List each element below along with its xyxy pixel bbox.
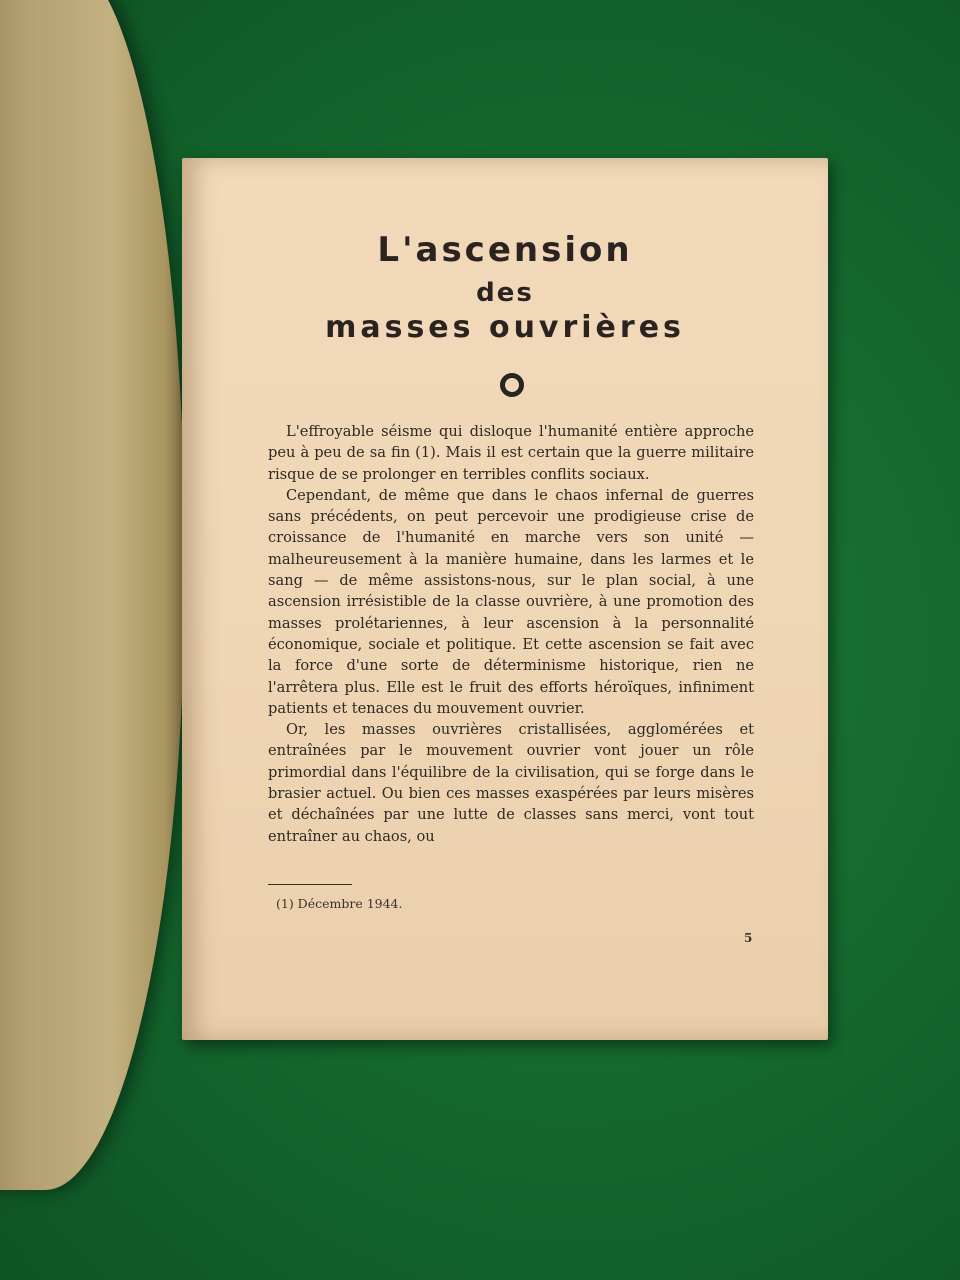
footnote-divider [268,884,352,885]
body-text [268,421,754,847]
left-page [0,0,185,1190]
book-page [182,158,828,1040]
paragraph-1: L'effroyable séisme qui disloque l'humanité entière approche peu à peu de sa fin (1). Mais il est certain que la guerre militaire risque de se prolonger en terribles conflits sociaux. [268,423,754,483]
paragraph-2: Cependant, de même que dans le chaos infernal de guerres sans précédents, on peut percevoir une prodigieuse crise de croissance de l'humanité en marche vers son unité — malheureusement à la manière humaine, dans les larmes et le sang — de même assistons-nous, sur le plan social, à une ascension irrésistible de la classe ouvrière, à une promotion des masses prolétariennes, à leur ascension à la personnalité économique, sociale et politique. Et cette ascension se fait avec la force d'une sorte de déterminisme historique, rien ne l'arrêtera plus. Elle est le fruit des efforts héroïques, infiniment patients et tenaces du mouvement ouvrier. [268,486,754,717]
footnote: (1) Décembre 1944. [276,896,403,911]
page-number: 5 [744,931,753,945]
title-line-1: L'ascension [377,230,633,270]
title-line-3: masses ouvrières [325,310,685,345]
paragraph-3: Or, les masses ouvrières cristallisées, agglomérées et entraînées par le mouvement ouvrier vont jouer un rôle primordial dans l'équilibre de la civilisation, qui se forge dans le brasier actuel. Ou bien ces masses exaspérées par leurs misères et déchaînées par une lutte de classes sans merci, vont tout entraîner au chaos, ou [268,721,754,845]
ring-ornament-icon [500,373,524,397]
title-line-2: des [476,278,534,308]
